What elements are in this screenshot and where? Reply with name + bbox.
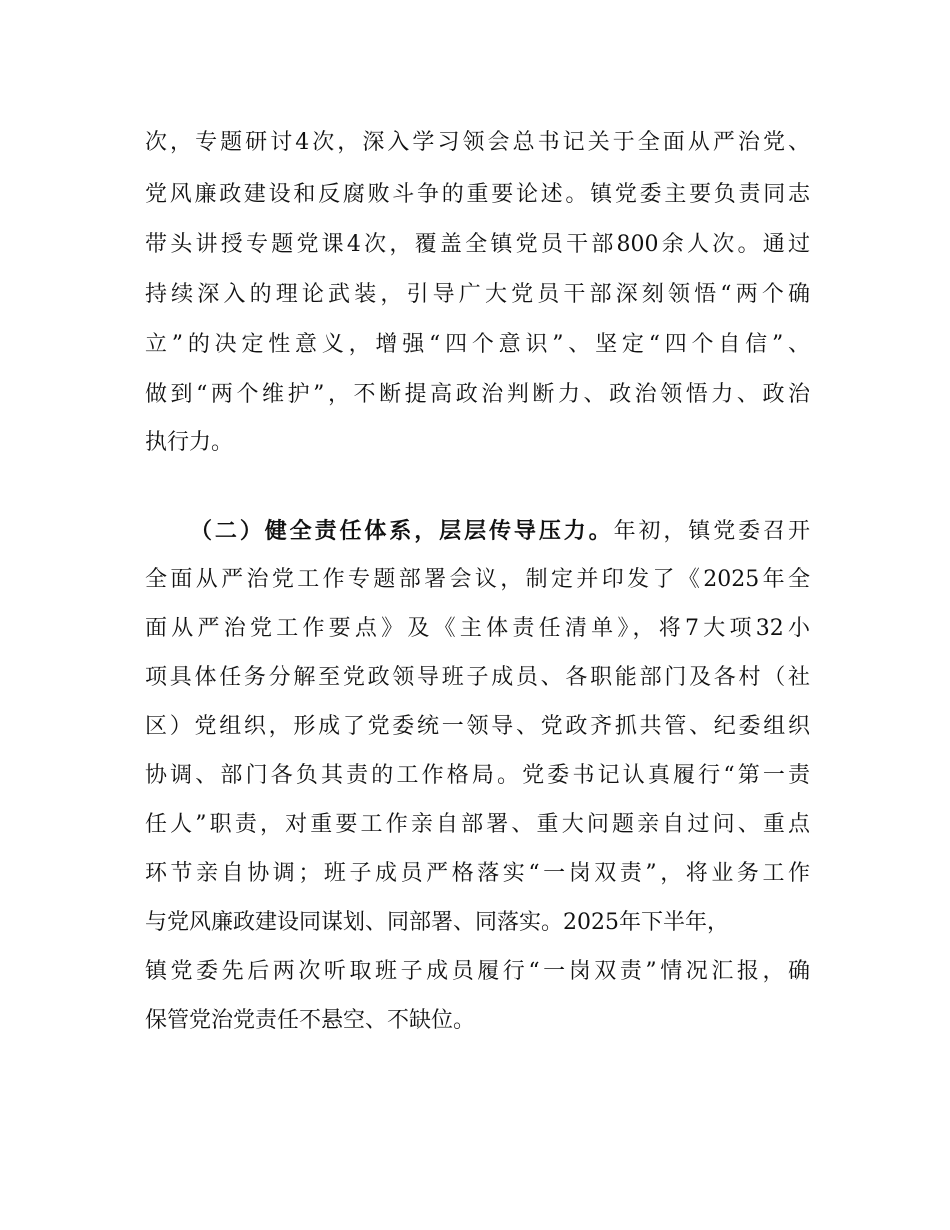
text-line: 镇党委先后两次听取班子成员履行“一岗双责”情况汇报，确: [145, 959, 810, 984]
text-line: 与党风廉政建设同谋划、同部署、同落实。2025年下半年，: [145, 910, 729, 935]
text-line: 面从严治党工作要点》及《主体责任清单》，将7大项32小: [145, 616, 810, 641]
text-line: 环节亲自协调；班子成员严格落实“一岗双责”，将业务工作: [145, 861, 810, 886]
text-line: 任人”职责，对重要工作亲自部署、重大问题亲自过问、重点: [145, 812, 810, 837]
text-line: 全面从严治党工作专题部署会议，制定并印发了《2025年全: [145, 567, 810, 592]
text-line: 做到“两个维护”，不断提高政治判断力、政治领悟力、政治: [145, 382, 810, 407]
section-heading-line: [190, 516, 810, 546]
text-line: 持续深入的理论武装，引导广大党员干部深刻领悟“两个确: [145, 282, 810, 307]
text-line: 党风廉政建设和反腐败斗争的重要论述。镇党委主要负责同志: [145, 182, 810, 207]
text-line: 项具体任务分解至党政领导班子成员、各职能部门及各村（社: [145, 665, 810, 690]
heading-continuation: 年初，镇党委召开: [613, 519, 810, 544]
text-line: 执行力。: [145, 430, 234, 455]
text-line: 立”的决定性意义，增强“四个意识”、坚定“四个自信”、: [145, 332, 810, 357]
text-line: 次，专题研讨4次，深入学习领会总书记关于全面从严治党、: [145, 130, 810, 155]
text-line: 协调、部门各负其责的工作格局。党委书记认真履行“第一责: [145, 763, 810, 788]
text-line: 保管党治党责任不悬空、不缺位。: [145, 1008, 476, 1033]
text-line: 区）党组织，形成了党委统一领导、党政齐抓共管、纪委组织: [145, 714, 810, 739]
section-heading: （二）健全责任体系，层层传导压力。: [190, 518, 614, 544]
text-line: 带头讲授专题党课4次，覆盖全镇党员干部800余人次。通过: [145, 232, 810, 257]
